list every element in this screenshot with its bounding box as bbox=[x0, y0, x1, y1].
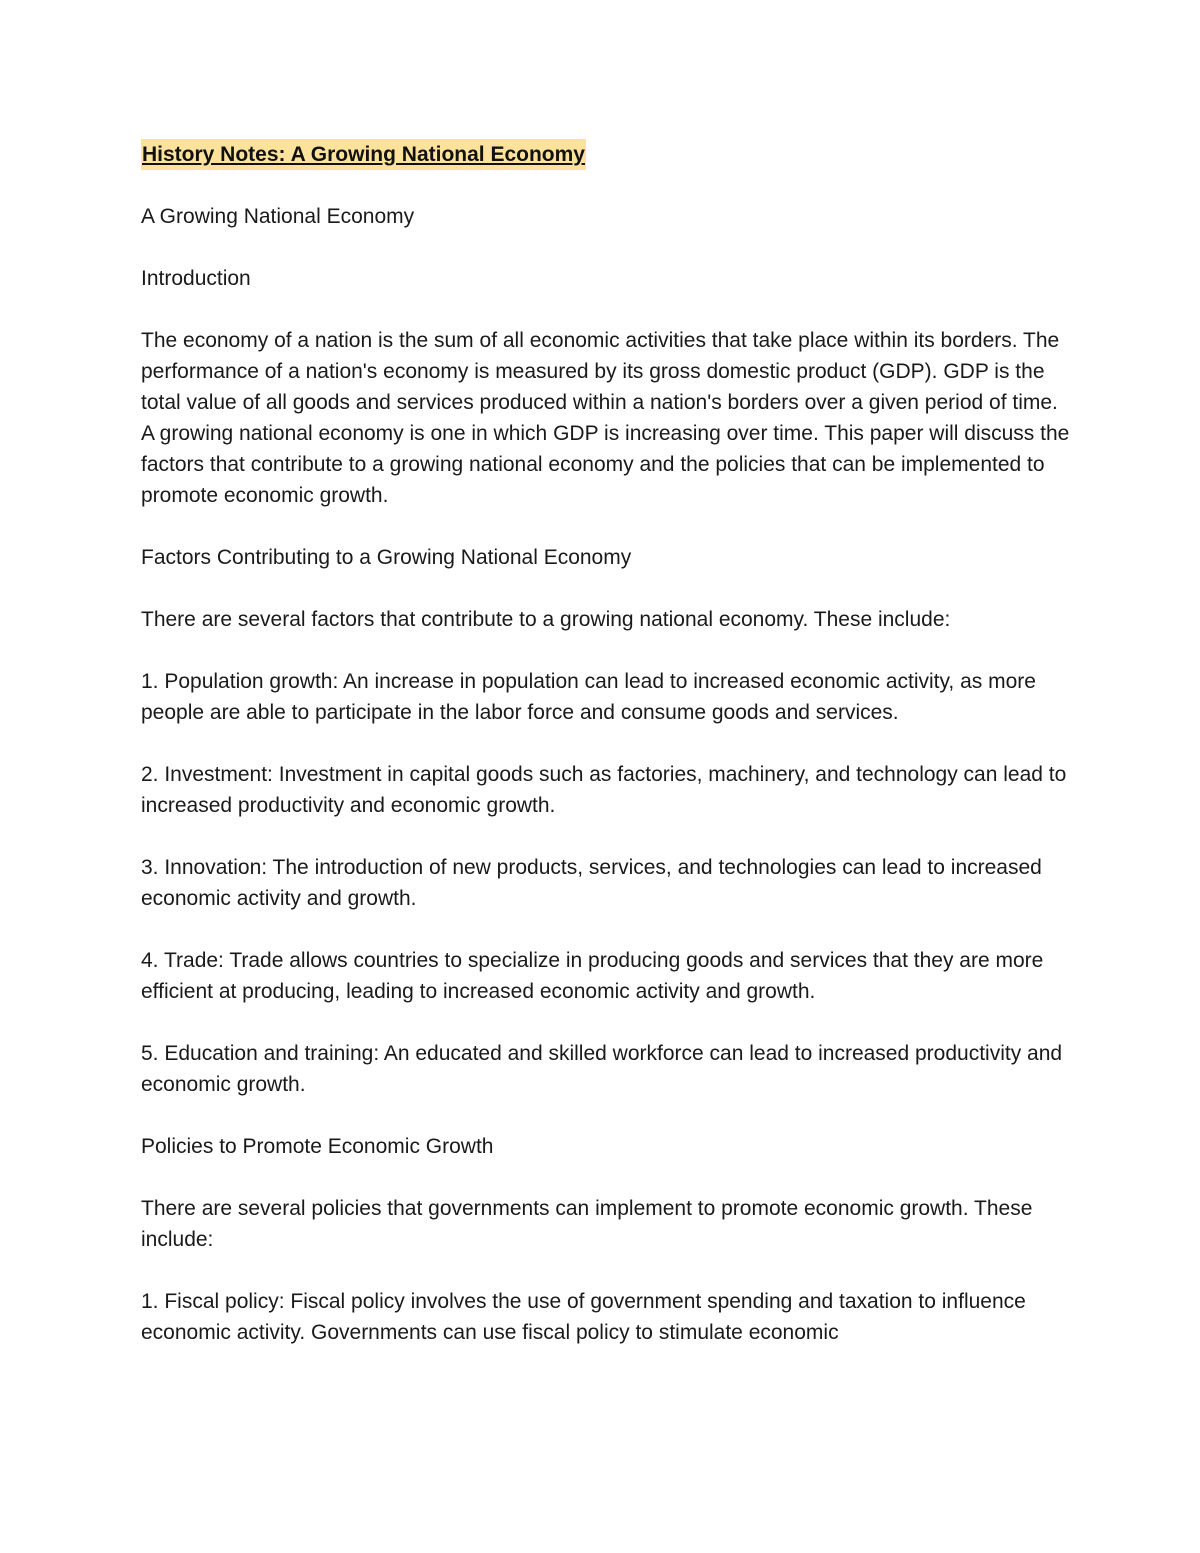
policies-heading: Policies to Promote Economic Growth bbox=[141, 1135, 494, 1158]
introduction-paragraph: The economy of a nation is the sum of all economic activities that take place within its borders. The performance of a nation's economy is measured by its gross domestic product (GDP). GDP is the total value of all goods and services produced within a nation's borders over a given period of time. A growing national economy is one in which GDP is increasing over time. This paper will discuss the factors that contribute to a growing national economy and the policies that can be implemented to promote economic growth. bbox=[141, 329, 1070, 507]
factor-item-investment: 2. Investment: Investment in capital goods such as factories, machinery, and technology can lead to increased productivity and economic growth. bbox=[141, 763, 1067, 817]
policy-item-fiscal: 1. Fiscal policy: Fiscal policy involves the use of government spending and taxation to influence economic activity. Governments can use fiscal policy to stimulate economic bbox=[141, 1290, 1026, 1344]
factor-item-innovation: 3. Innovation: The introduction of new products, services, and technologies can lead to increased economic activity and growth. bbox=[141, 856, 1042, 910]
policies-intro: There are several policies that governments can implement to promote economic growth. These include: bbox=[141, 1197, 1033, 1251]
document-title: History Notes: A Growing National Economy bbox=[141, 139, 586, 170]
factor-item-trade: 4. Trade: Trade allows countries to specialize in producing goods and services that they are more efficient at producing, leading to increased economic activity and growth. bbox=[141, 949, 1044, 1003]
document-subtitle: A Growing National Economy bbox=[141, 205, 415, 228]
factor-item-population: 1. Population growth: An increase in population can lead to increased economic activity, as more people are able to participate in the labor force and consume goods and services. bbox=[141, 670, 1036, 724]
title-block bbox=[141, 139, 1071, 170]
factors-heading: Factors Contributing to a Growing National Economy bbox=[141, 546, 632, 569]
introduction-heading: Introduction bbox=[141, 267, 251, 290]
factor-item-education: 5. Education and training: An educated and skilled workforce can lead to increased productivity and economic growth. bbox=[141, 1042, 1063, 1096]
document-page bbox=[141, 139, 1071, 1379]
factors-intro: There are several factors that contribute to a growing national economy. These include: bbox=[141, 608, 951, 631]
